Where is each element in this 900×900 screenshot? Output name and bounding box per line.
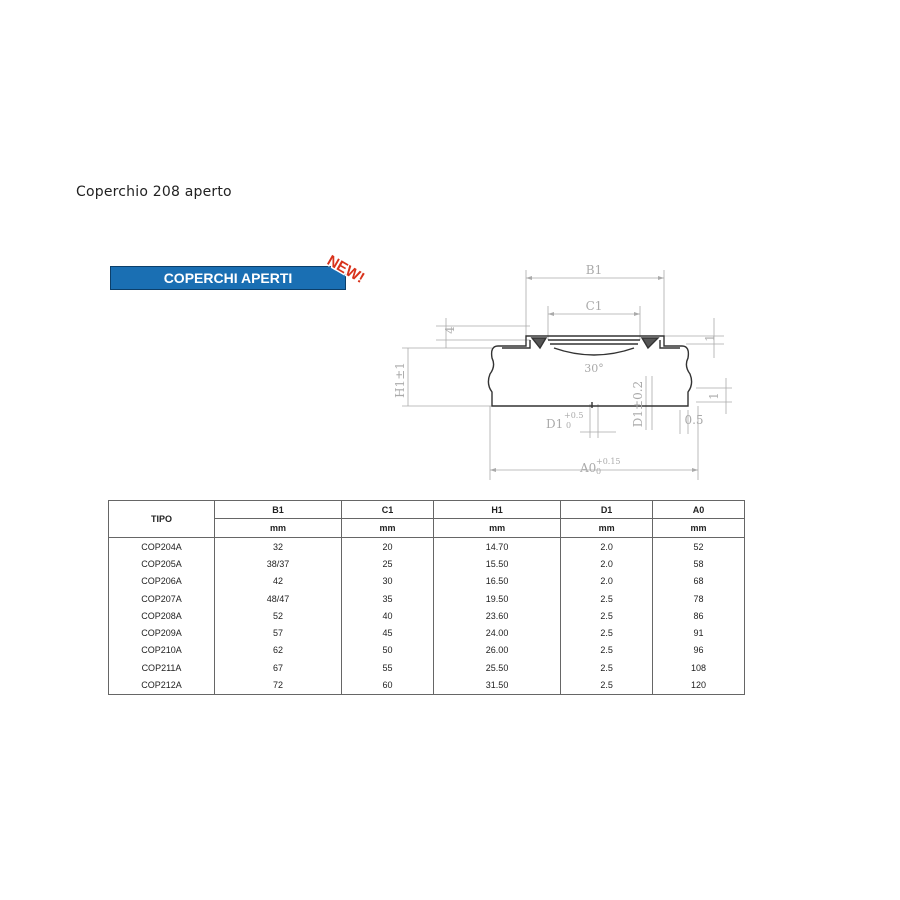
table-cell: 40	[342, 607, 434, 624]
table-cell: 67	[215, 659, 342, 676]
table-cell: 20	[342, 538, 434, 556]
table-cell: COP205A	[109, 555, 215, 572]
table-cell: COP209A	[109, 624, 215, 641]
table-cell: 96	[653, 642, 745, 659]
table-cell: 2.0	[561, 555, 653, 572]
table-row	[109, 624, 745, 641]
table-cell: 2.5	[561, 642, 653, 659]
table-cell: 32	[215, 538, 342, 556]
table-cell: 16.50	[434, 573, 561, 590]
table-cell: 2.5	[561, 590, 653, 607]
table-cell: 19.50	[434, 590, 561, 607]
table-cell: 15.50	[434, 555, 561, 572]
table-cell: 91	[653, 624, 745, 641]
spec-table	[108, 500, 745, 695]
label-a0: A0	[580, 461, 597, 475]
table-cell: 42	[215, 573, 342, 590]
label-1a: 1	[703, 334, 717, 342]
table-cell: 26.00	[434, 642, 561, 659]
header-d1: D1	[561, 501, 653, 519]
label-05: 0.5	[684, 413, 704, 427]
label-a0-tol2: 0	[596, 467, 602, 476]
table-cell: 30	[342, 573, 434, 590]
table-cell: 48/47	[215, 590, 342, 607]
label-c1: C1	[585, 299, 603, 313]
table-cell: 57	[215, 624, 342, 641]
table-cell: 52	[215, 607, 342, 624]
unit-b1: mm	[215, 519, 342, 538]
label-d1-left: D1	[546, 417, 564, 431]
table-row	[109, 538, 745, 556]
table-cell: COP207A	[109, 590, 215, 607]
table-cell: COP208A	[109, 607, 215, 624]
table-cell: 86	[653, 607, 745, 624]
table-cell: 55	[342, 659, 434, 676]
unit-h1: mm	[434, 519, 561, 538]
label-b1: B1	[585, 263, 603, 277]
table-cell: 2.5	[561, 659, 653, 676]
table-cell: 38/37	[215, 555, 342, 572]
table-cell: 62	[215, 642, 342, 659]
label-4: 4	[443, 326, 457, 334]
table-cell: 14.70	[434, 538, 561, 556]
table-cell: 50	[342, 642, 434, 659]
table-cell: 24.00	[434, 624, 561, 641]
table-cell: 72	[215, 676, 342, 694]
table-row	[109, 573, 745, 590]
page-title: Coperchio 208 aperto	[76, 184, 232, 200]
table-cell: COP210A	[109, 642, 215, 659]
technical-drawing	[380, 258, 740, 484]
table-cell: 31.50	[434, 676, 561, 694]
table-cell: 35	[342, 590, 434, 607]
table-cell: 25	[342, 555, 434, 572]
table-cell: 52	[653, 538, 745, 556]
label-a0-tol: +0.15	[596, 457, 621, 466]
table-cell: 68	[653, 573, 745, 590]
table-row	[109, 676, 745, 694]
table-row	[109, 642, 745, 659]
new-badge-text: NEW!	[324, 252, 368, 287]
label-h1: H1±1	[393, 362, 407, 398]
table-cell: 2.5	[561, 676, 653, 694]
header-tipo: TIPO	[109, 501, 215, 538]
label-1b: 1	[707, 392, 721, 400]
label-angle: 30°	[584, 362, 604, 375]
new-badge-icon	[318, 246, 374, 292]
table-cell: 2.5	[561, 607, 653, 624]
header-a0: A0	[653, 501, 745, 519]
unit-d1: mm	[561, 519, 653, 538]
table-cell: 2.0	[561, 538, 653, 556]
unit-c1: mm	[342, 519, 434, 538]
table-cell: 78	[653, 590, 745, 607]
label-d1-left-tol: +0.5	[564, 411, 584, 420]
table-cell: 45	[342, 624, 434, 641]
table-cell: 60	[342, 676, 434, 694]
table-cell: 2.5	[561, 624, 653, 641]
table-cell: 25.50	[434, 659, 561, 676]
coperchi-aperti-banner: COPERCHI APERTI	[110, 266, 346, 290]
table-cell: COP206A	[109, 573, 215, 590]
table-cell: 108	[653, 659, 745, 676]
table-row	[109, 555, 745, 572]
table-cell: 23.60	[434, 607, 561, 624]
table-row	[109, 607, 745, 624]
label-d1-left-tol2: 0	[566, 421, 572, 430]
table-row	[109, 659, 745, 676]
table-cell: 58	[653, 555, 745, 572]
table-cell: COP204A	[109, 538, 215, 556]
unit-a0: mm	[653, 519, 745, 538]
header-c1: C1	[342, 501, 434, 519]
table-cell: COP212A	[109, 676, 215, 694]
header-b1: B1	[215, 501, 342, 519]
table-cell: 2.0	[561, 573, 653, 590]
table-cell: COP211A	[109, 659, 215, 676]
table-cell: 120	[653, 676, 745, 694]
table-row	[109, 590, 745, 607]
label-d1-right: D1±0.2	[631, 380, 645, 428]
header-h1: H1	[434, 501, 561, 519]
